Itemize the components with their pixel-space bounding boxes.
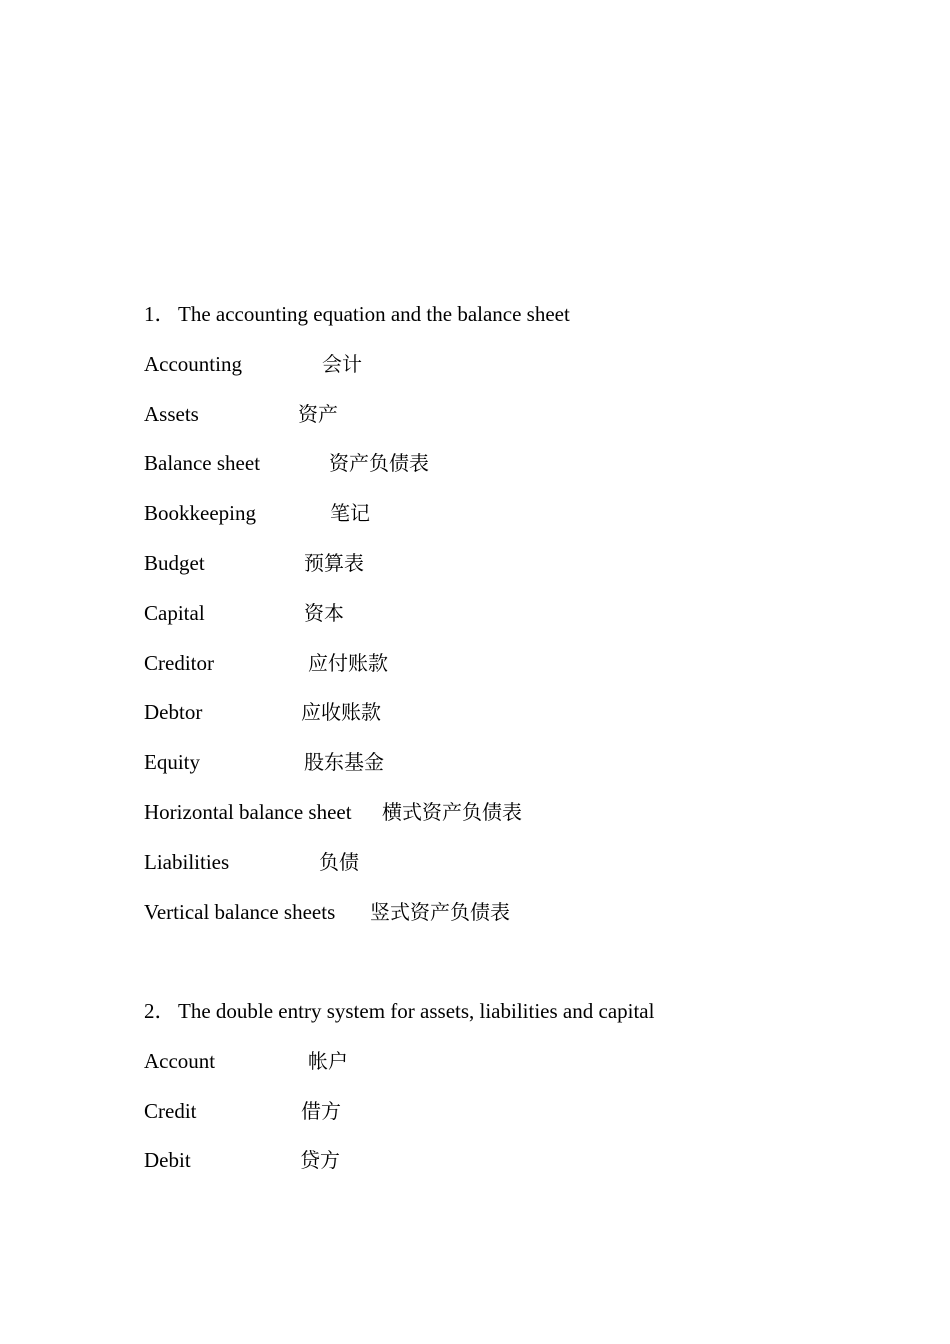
glossary-entry [144,698,864,748]
glossary-translation: 股东基金 [304,750,384,775]
section-number: 1． [144,302,176,326]
glossary-translation: 应收账款 [301,700,381,725]
glossary-entry [144,400,864,450]
section-accounting-equation [144,300,864,947]
glossary-translation: 借方 [301,1098,341,1123]
glossary-translation: 资产 [298,401,338,426]
section-title: The accounting equation and the balance sheet [178,302,570,326]
glossary-term: Budget [144,550,205,575]
glossary-term: Bookkeeping [144,501,256,526]
glossary-translation: 笔记 [330,501,370,526]
section-heading [144,997,864,1047]
glossary-entry [144,898,864,948]
glossary-entry [144,1146,864,1196]
section-number: 2． [144,999,176,1023]
glossary-term: Account [144,1048,216,1073]
glossary-entry [144,1097,864,1147]
glossary-translation: 应付账款 [308,650,388,675]
glossary-entry [144,848,864,898]
glossary-term: Creditor [144,650,214,675]
glossary-entry [144,798,864,848]
glossary-entry [144,649,864,699]
glossary-translation: 资本 [304,600,344,625]
glossary-translation: 竖式资产负债表 [370,899,510,924]
glossary-entry [144,350,864,400]
glossary-term: Equity [144,750,200,775]
glossary-entry [144,599,864,649]
glossary-term: Horizontal balance sheet [144,799,352,824]
glossary-entry [144,1047,864,1097]
glossary-translation: 横式资产负债表 [382,799,522,824]
glossary-term: Debit [144,1148,191,1173]
glossary-translation: 会计 [322,351,362,376]
glossary-term: Balance sheet [144,451,261,476]
section-title: The double entry system for assets, liabilities and capital [178,999,655,1023]
glossary-term: Vertical balance sheets [144,899,336,924]
glossary-term: Liabilities [144,849,230,874]
glossary-term: Accounting [144,351,242,376]
glossary-translation: 贷方 [300,1148,340,1173]
glossary-translation: 负债 [319,849,359,874]
glossary-translation: 预算表 [304,550,364,575]
glossary-entry [144,748,864,798]
glossary-translation: 资产负债表 [329,451,429,476]
section-double-entry [144,997,864,1196]
glossary-term: Capital [144,600,205,625]
glossary-entry [144,549,864,599]
section-heading [144,300,864,350]
glossary-entry [144,499,864,549]
glossary-term: Credit [144,1098,197,1123]
glossary-translation: 帐户 [308,1048,348,1073]
glossary-entry [144,449,864,499]
glossary-term: Assets [144,401,199,426]
glossary-term: Debtor [144,700,203,725]
